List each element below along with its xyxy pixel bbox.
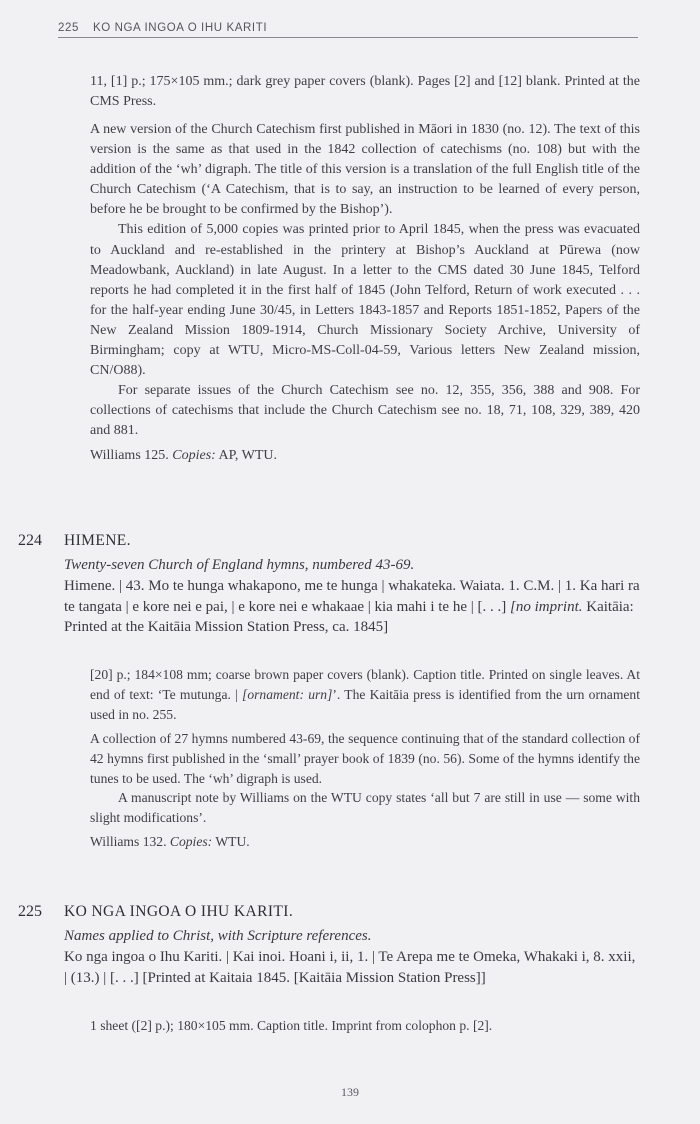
header-title: KO NGA INGOA O IHU KARITI bbox=[93, 22, 268, 34]
reference-line: Williams 132. Copies: WTU. bbox=[90, 834, 250, 850]
entry-title: HIMENE. bbox=[64, 532, 131, 549]
entry-223-notes bbox=[90, 120, 640, 466]
note-paragraph: A new version of the Church Catechism first published in Māori in 1830 (no. 12). The text of this version is the same as that used in the 1842 collection of catechisms (no. 108) but with the addition of the ‘wh’ digraph. The title of this version is a translation of the full English title of the Church Catechism (‘A Catechism, that is to say, an instruction to be learned of every person, before he be brought to be confirmed by the Bishop’). bbox=[90, 122, 640, 218]
note-paragraph: This edition of 5,000 copies was printed prior to April 1845, when the press was evacuated to Auckland and re-established in the printery at Bishop’s Auckland at Pūrewa (now Meadowbank, Auckland) in late August. In a letter to the CMS dated 30 June 1845, Telford reports he had completed it in the first half of 1845 (John Telford, Return of work executed . . . for the half-year ending June 30/45, in Letters 1843-1857 and Reports 1851-1852, Papers of the New Zealand Mission 1809-1914, Church Missionary Society Archive, University of Birmingham; copy at WTU, Micro-MS-Coll-04-59, Various letters New Zealand mission, CN/O88). bbox=[90, 222, 640, 379]
entry-subtitle: Twenty-seven Church of England hymns, numbered 43-69. bbox=[64, 557, 415, 573]
physical-description: 11, [1] p.; 175×105 mm.; dark grey paper covers (blank). Pages [2] and [12] blank. Printed at the CMS Press. bbox=[90, 74, 640, 110]
reference-line bbox=[90, 446, 640, 466]
entry-number: 224 bbox=[18, 532, 42, 549]
copies-label: Copies: bbox=[172, 447, 216, 463]
note-paragraph: For separate issues of the Church Catechism see no. 12, 355, 356, 388 and 908. For collections of catechisms that include the Church Catechism see no. 18, 71, 108, 329, 389, 420 and 881. bbox=[90, 383, 640, 439]
page-number: 139 bbox=[341, 1085, 359, 1099]
entry-number: 225 bbox=[18, 903, 42, 920]
running-header bbox=[58, 22, 638, 38]
note-paragraph: A manuscript note by Williams on the WTU copy states ‘all but 7 are still in use — some with slight modifications’. bbox=[90, 790, 640, 826]
copies-value: AP, WTU. bbox=[215, 447, 278, 463]
transcription: Ko nga ingoa o Ihu Kariti. | Kai inoi. Hoani i, ii, 1. | Te Arepa me te Omeka, Whakaki i, 8. xxii, | (13.) | [. . .] [Printed at Kaitaia 1845. [Kaitāia Mission Station Press]] bbox=[64, 948, 636, 986]
entry-225-body bbox=[64, 926, 640, 988]
note-paragraph: A collection of 27 hymns numbered 43-69, the sequence continuing that of the standard collection of 42 hymns first published in the ‘small’ prayer book of 1839 (no. 56). Some of the hymns identify the tunes to be used. The ‘wh’ digraph is used. bbox=[90, 730, 640, 786]
entry-225-notes bbox=[90, 1016, 640, 1036]
header-page-number: 225 bbox=[58, 22, 79, 34]
entry-224-notes bbox=[90, 665, 640, 852]
reference-text: Williams 125. bbox=[90, 447, 173, 463]
transcription: Himene. | 43. Mo te hunga whakapono, me te hunga | whakateka. Waiata. 1. C.M. | 1. Ka hari ra te tangata | e kore nei e pai, | e kore nei e whakaae | kia mahi i te he | [. . .] [no imprint. Kaitāia: Printed at the Kaitāia Mission Station Press, ca. 1845] bbox=[64, 577, 640, 636]
entry-224-body bbox=[64, 555, 640, 638]
physical-description: 1 sheet ([2] p.); 180×105 mm. Caption title. Imprint from colophon p. [2]. bbox=[90, 1018, 493, 1033]
physical-description: [20] p.; 184×108 mm; coarse brown paper covers (blank). Caption title. Printed on single leaves. At end of text: ‘Te mutunga. | [ornament: urn]’. The Kaitāia press is identified from the urn ornament used in no. 255. bbox=[90, 667, 641, 722]
entry-223-description bbox=[90, 72, 640, 112]
entry-subtitle: Names applied to Christ, with Scripture references. bbox=[64, 928, 372, 944]
entry-title: KO NGA INGOA O IHU KARITI. bbox=[64, 903, 294, 920]
